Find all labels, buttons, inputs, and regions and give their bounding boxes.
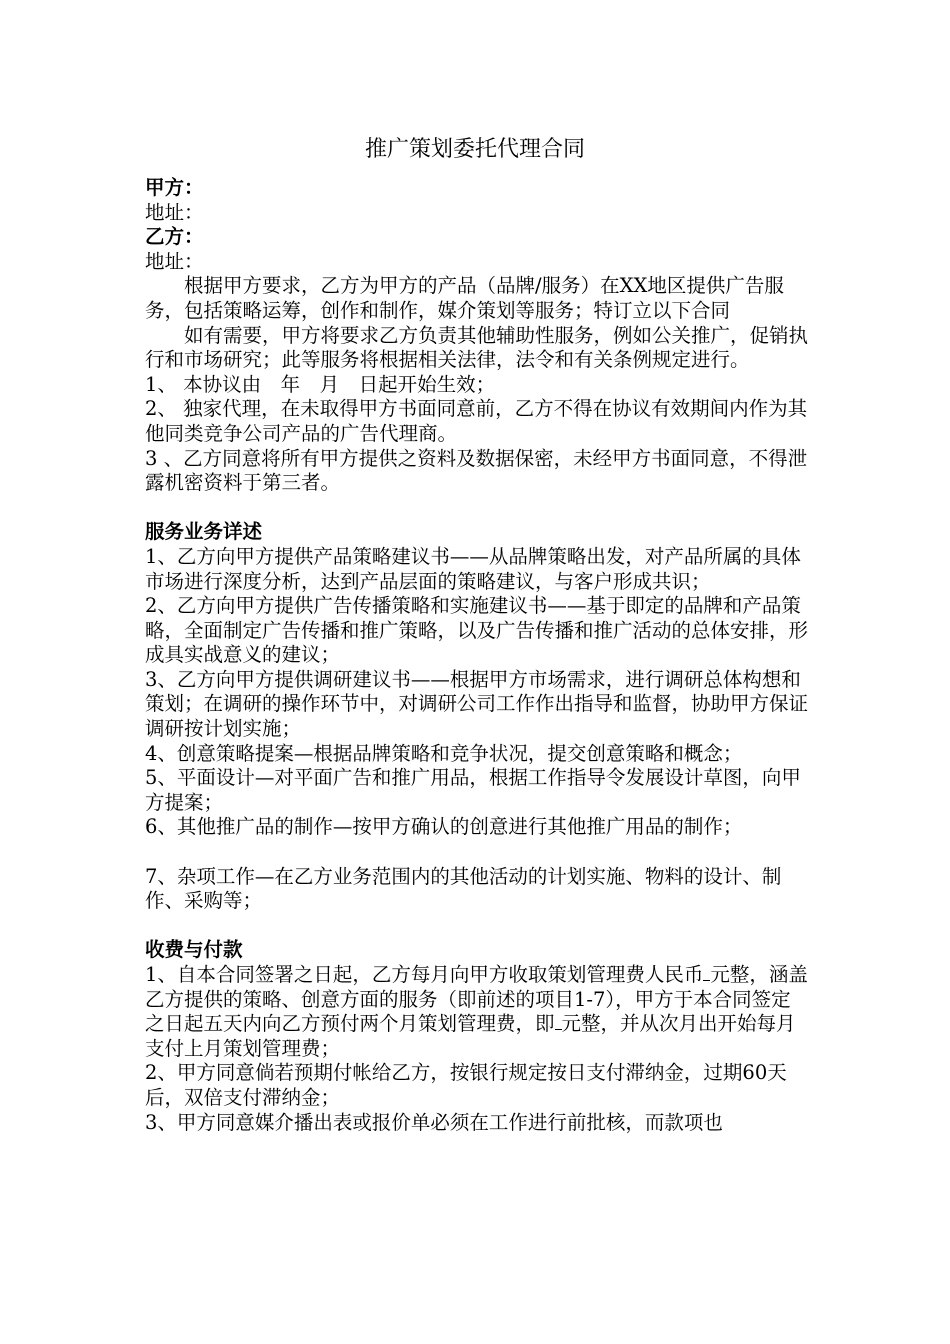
party-a-label: 甲方： — [145, 176, 204, 199]
clause-2: 2、 独家代理，在未取得甲方书面同意前，乙方不得在协议有效期间内作为其他同类竞争公司产品的广告代理商。 — [145, 397, 808, 445]
service-item: 2、乙方向甲方提供广告传播策略和实施建议书——基于即定的品牌和产品策略，全面制定广告传播和推广策略，以及广告传播和推广活动的总体安排，形成具实战意义的建议； — [145, 594, 809, 667]
service-item-7: 7、杂项工作—在乙方业务范围内的其他活动的计划实施、物料的设计、制作、采购等； — [145, 864, 782, 913]
fee-clause-1-part-3: 元整，并从次月出开始每月支付上月策划管理费； — [145, 1012, 796, 1060]
party-b-label: 乙方： — [145, 225, 204, 249]
page-title: 推广策划委托代理合同 — [364, 137, 585, 162]
intro-paragraph-2: 如有需要，甲方将要求乙方负责其他辅助性服务，例如公关推广，促销执行和市场研究；此等服务将根据相关法律，法令和有关条例规定进行。 — [145, 323, 809, 372]
service-item: 6、其他推广品的制作—按甲方确认的创意进行其他推广用品的制作； — [145, 815, 743, 839]
fee-clause-1-part-2: 元整，涵盖乙方提供的策略、创意方面的服务（即前述的项目1-7），甲方于本合同签定之日起五天内向乙方预付两个月策划管理费，即 — [145, 963, 808, 1036]
intro-paragraph-1: 根据甲方要求，乙方为甲方的产品（品牌/服务）在XX地区提供广告服务，包括策略运筹，创作和制作，媒介策划等服务；特订立以下合同 — [145, 274, 784, 322]
spacer — [145, 914, 810, 939]
amount-blank — [555, 1013, 562, 1030]
document-body — [145, 176, 810, 1135]
clause-3: 3 、乙方同意将所有甲方提供之资料及数据保密，未经甲方书面同意，不得泄露机密资料于第三者。 — [145, 446, 808, 495]
fee-clause-1-part-1: 1、自本合同签署之日起，乙方每月向甲方收取策划管理费人民币 — [145, 963, 704, 986]
service-item: 3、乙方向甲方提供调研建议书——根据甲方市场需求，进行调研总体构想和策划；在调研的操作环节中，对调研公司工作作出指导和监督，协助甲方保证调研按计划实施； — [145, 667, 809, 741]
section-service-heading: 服务业务详述 — [145, 520, 263, 544]
spacer — [145, 496, 810, 521]
service-item: 1、乙方向甲方提供产品策略建议书——从品牌策略出发，对产品所属的具体市场进行深度分析，达到产品层面的策略建议，与客户形成共识； — [145, 544, 801, 593]
fee-clause-2: 2、甲方同意倘若预期付帐给乙方，按银行规定按日支付滞纳金，过期60天后，双倍支付滞纳金； — [145, 1061, 787, 1109]
clause-1: 1、 本协议由 年 月 日起开始生效； — [145, 372, 496, 396]
service-item: 5、平面设计—对平面广告和推广用品，根据工作指导令发展设计草图，向甲方提案； — [145, 766, 801, 814]
service-item: 4、创意策略提案—根据品牌策略和竞争状况，提交创意策略和概念； — [145, 741, 743, 765]
fee-clause-3: 3、甲方同意媒介播出表或报价单必须在工作进行前批核，而款项也 — [145, 1110, 723, 1134]
spacer — [145, 840, 810, 865]
address-b-label: 地址： — [145, 249, 204, 273]
section-fee-heading: 收费与付款 — [145, 938, 243, 962]
fee-clause-1 — [145, 963, 810, 1061]
address-a-label: 地址： — [145, 200, 204, 224]
